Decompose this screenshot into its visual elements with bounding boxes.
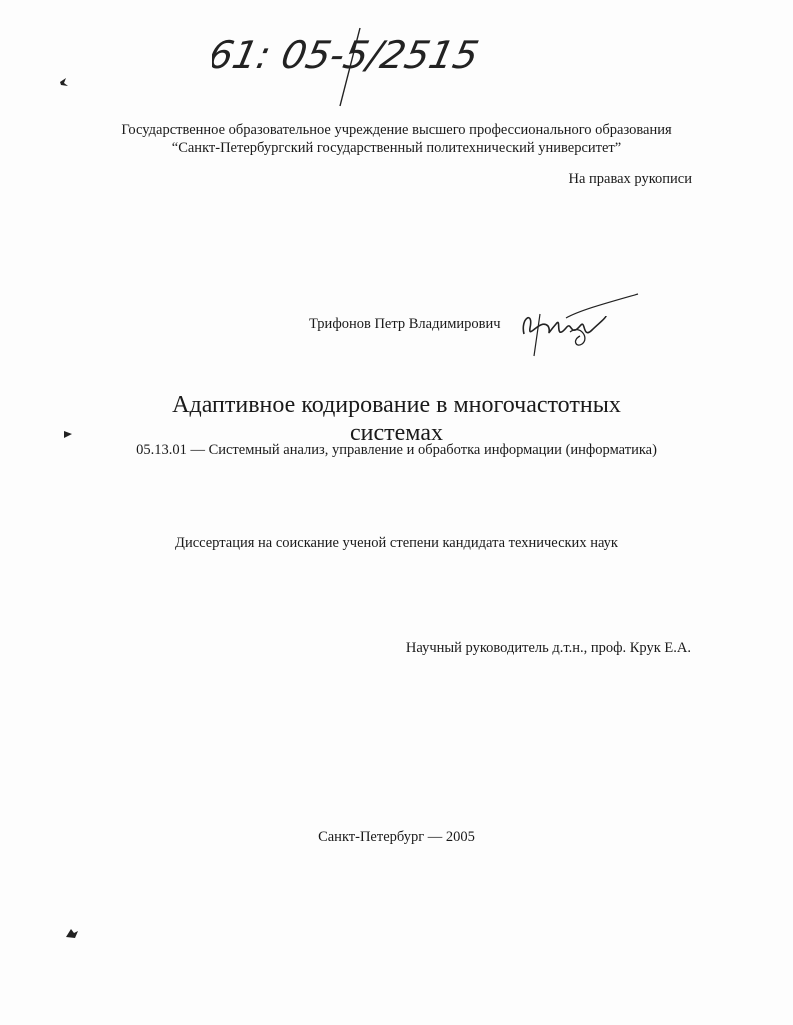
- scan-mark-1: [58, 76, 70, 88]
- title-line-2: системах: [350, 420, 443, 446]
- rights-notice: На правах рукописи: [568, 171, 692, 187]
- title-line-1: Адаптивное кодирование в многочастотных: [172, 392, 621, 418]
- handwritten-code-text: 61: 05-5/2515: [212, 33, 483, 78]
- dissertation-title: [60, 391, 733, 447]
- author-name: Трифонов Петр Владимирович: [309, 316, 501, 332]
- signature-drawing: [510, 288, 650, 360]
- institution-line-2: “Санкт-Петербургский государственный политехнический университет”: [171, 140, 622, 156]
- institution-block: [40, 121, 753, 157]
- institution-line-1: Государственное образовательное учреждение высшего профессионального образования: [121, 122, 672, 138]
- handwritten-archive-code: [212, 22, 492, 112]
- handwritten-code-drawing: [212, 22, 492, 112]
- scan-mark-3: [65, 927, 79, 939]
- city-year: Санкт-Петербург — 2005: [318, 829, 475, 845]
- author-signature: [510, 288, 650, 360]
- degree-statement: Диссертация на соискание ученой степени кандидата технических наук: [175, 535, 618, 551]
- scientific-supervisor: Научный руководитель д.т.н., проф. Крук Е.А.: [405, 640, 691, 656]
- specialty-code: 05.13.01 — Системный анализ, управление и обработка информации (информатика): [136, 442, 657, 458]
